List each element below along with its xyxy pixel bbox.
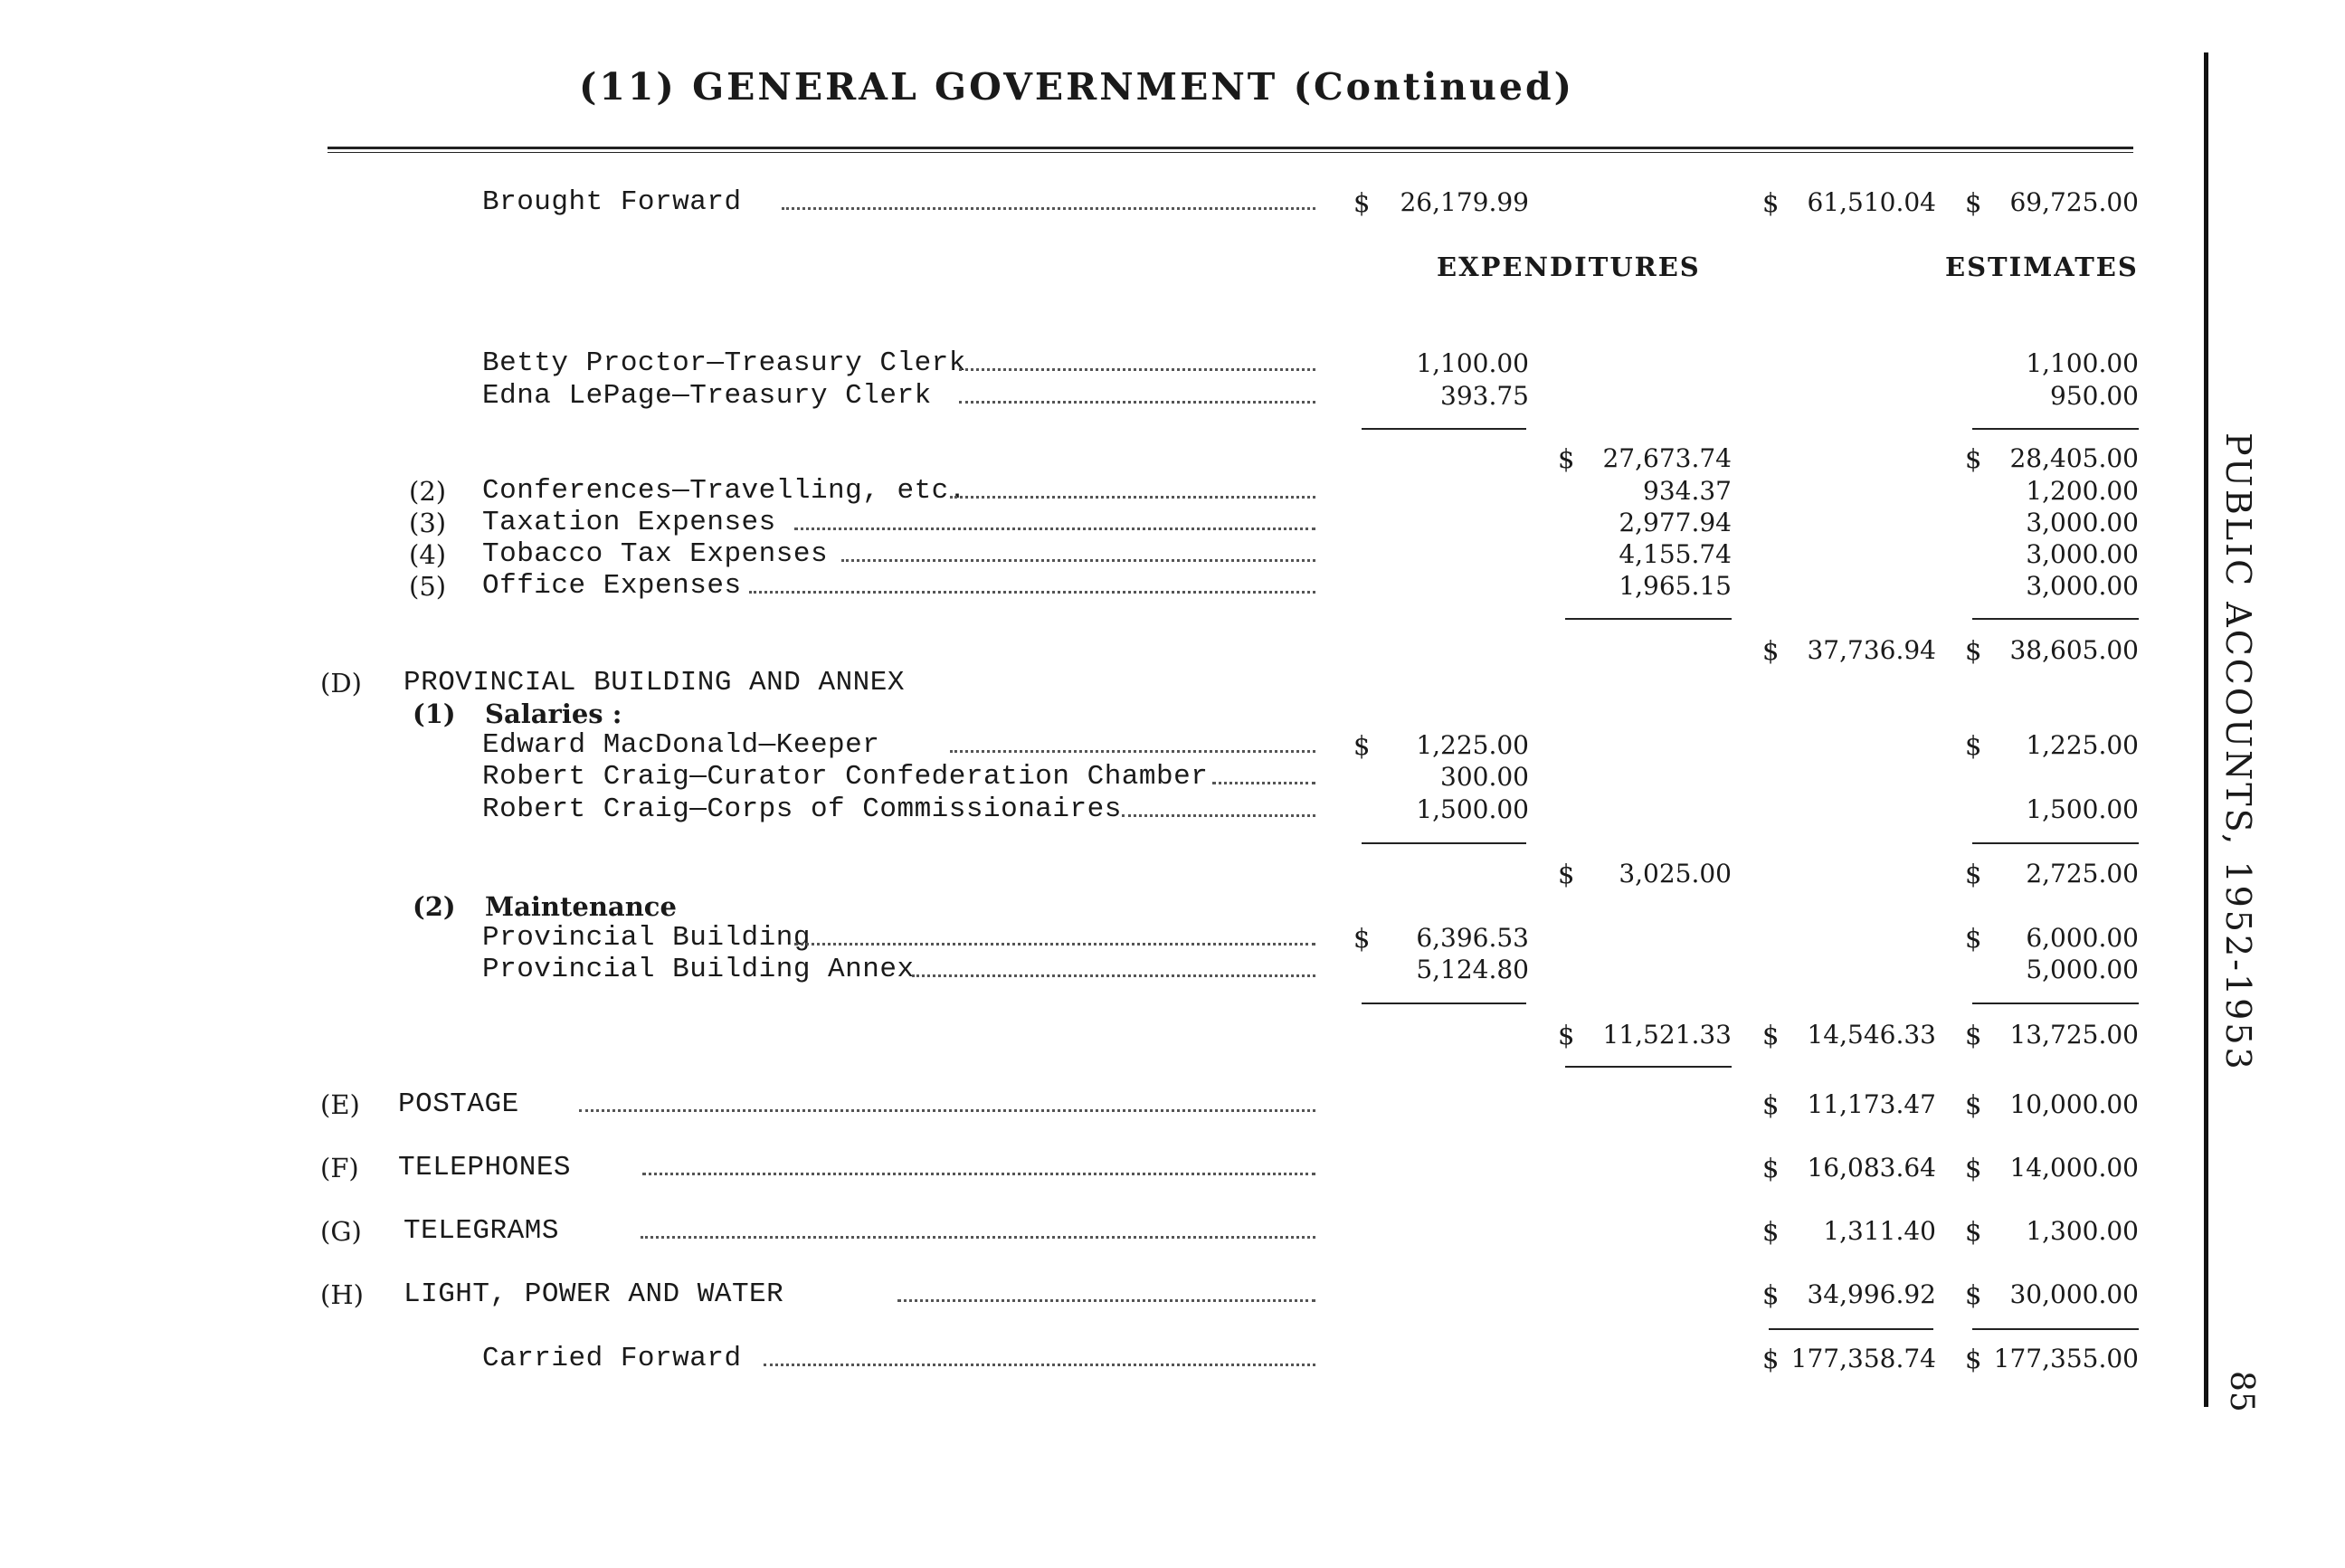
dollar-sign: $	[1965, 1279, 1982, 1310]
expense-row	[0, 474, 2189, 510]
section-letter: (D)	[320, 668, 362, 698]
row-label: Robert Craig—Curator Confederation Chamber	[482, 761, 1209, 793]
section-letter: (G)	[320, 1216, 362, 1247]
dollar-sign: $	[1965, 1153, 1982, 1183]
row-label: Provincial Building Annex	[482, 954, 915, 985]
dollar-sign: $	[1558, 859, 1575, 889]
dollar-sign: $	[1762, 1089, 1780, 1120]
dollar-sign: $	[1965, 1020, 1982, 1050]
row-label: TELEPHONES	[398, 1152, 572, 1183]
total-rule	[1972, 1328, 2139, 1330]
leader-dots	[1212, 782, 1315, 784]
item-number: (1)	[413, 698, 456, 729]
amount-col4: 1,200.00	[2026, 476, 2139, 506]
amount-col4: 14,000.00	[2009, 1153, 2139, 1183]
dollar-sign: $	[1965, 443, 1982, 474]
subtotal-rule	[1565, 1066, 1732, 1068]
leader-dots	[794, 527, 1315, 530]
item-number: (4)	[409, 539, 447, 570]
amount-col3: 1,311.40	[1823, 1216, 1936, 1246]
row-label: Carried Forward	[482, 1343, 742, 1374]
leader-dots	[764, 1364, 1315, 1366]
dollar-sign: $	[1965, 1344, 1982, 1374]
dollar-sign: $	[1762, 1344, 1780, 1374]
row-label: Robert Craig—Corps of Commissionaires	[482, 794, 1122, 825]
dollar-sign: $	[1558, 443, 1575, 474]
section-row	[0, 1278, 2189, 1314]
row-label: Betty Proctor—Treasury Clerk	[482, 347, 966, 379]
subtotal-rule	[1362, 1003, 1526, 1004]
row-label: LIGHT, POWER AND WATER	[403, 1278, 784, 1310]
amount-col2: 1,965.15	[1619, 571, 1732, 601]
row-label: Office Expenses	[482, 570, 742, 602]
subtotal-rule	[1972, 428, 2139, 430]
dollar-sign: $	[1965, 635, 1982, 666]
leader-dots	[642, 1173, 1315, 1175]
dollar-sign: $	[1762, 1279, 1780, 1310]
leader-dots	[749, 591, 1315, 594]
dollar-sign: $	[1762, 1216, 1780, 1247]
section-row	[0, 1151, 2189, 1187]
line-item-row	[0, 347, 2189, 383]
leader-dots	[950, 750, 1315, 753]
title-rule-thin	[328, 152, 2133, 153]
dollar-sign: $	[1965, 1089, 1982, 1120]
subsection-title: Maintenance	[485, 891, 677, 922]
amount-col3: 37,736.94	[1807, 635, 1936, 665]
subtotal-rule	[1362, 842, 1526, 844]
subsection-title: Salaries :	[485, 698, 622, 729]
amount-col2: 934.37	[1643, 476, 1732, 506]
item-number: (2)	[413, 891, 456, 922]
carried-forward-row	[0, 1342, 2189, 1378]
amount-col4: 1,225.00	[2026, 730, 2139, 760]
amount-col3: 61,510.04	[1807, 187, 1936, 217]
dollar-sign: $	[1353, 730, 1371, 761]
row-label: Taxation Expenses	[482, 507, 776, 538]
amount-col4: 69,725.00	[2009, 187, 2139, 217]
amount-col4: 38,605.00	[2009, 635, 2139, 665]
section-letter: (F)	[320, 1153, 359, 1183]
dollar-sign: $	[1965, 859, 1982, 889]
amount-col1: 1,500.00	[1416, 794, 1529, 824]
leader-dots	[841, 559, 1315, 562]
leader-dots	[959, 368, 1315, 371]
title-rule	[328, 147, 2133, 149]
amount-col3: 177,358.74	[1790, 1344, 1936, 1373]
row-label: POSTAGE	[398, 1088, 519, 1120]
section-total-row	[0, 633, 2189, 670]
section-total-row	[0, 1018, 2189, 1054]
estimates-header: ESTIMATES	[1945, 252, 2139, 282]
item-number: (3)	[409, 508, 447, 538]
dollar-sign: $	[1762, 635, 1780, 666]
amount-col1: 6,396.53	[1416, 923, 1529, 953]
amount-col4: 10,000.00	[2009, 1089, 2139, 1119]
amount-col3: 11,173.47	[1807, 1089, 1936, 1119]
amount-col4: 950.00	[2050, 381, 2139, 411]
amount-col4: 3,000.00	[2026, 571, 2139, 601]
total-rule	[1769, 1328, 1933, 1330]
leader-dots	[959, 401, 1315, 404]
row-label: TELEGRAMS	[403, 1215, 559, 1247]
amount-col4: 1,500.00	[2026, 794, 2139, 824]
dollar-sign: $	[1965, 187, 1982, 218]
amount-col4: 2,725.00	[2026, 859, 2139, 889]
subtotal-row	[0, 442, 2189, 478]
page-title: (11) GENERAL GOVERNMENT (Continued)	[578, 65, 1575, 109]
amount-col1: 26,179.99	[1400, 187, 1529, 217]
row-label: Conferences—Travelling, etc.	[482, 475, 966, 507]
expense-row	[0, 569, 2189, 605]
subtotal-rule	[1972, 618, 2139, 620]
section-row	[0, 1214, 2189, 1250]
leader-dots	[641, 1236, 1315, 1239]
subtotal-rule	[1972, 1003, 2139, 1004]
amount-col4: 13,725.00	[2009, 1020, 2139, 1050]
subtotal-rule	[1362, 428, 1526, 430]
expenditures-header: EXPENDITURES	[1437, 252, 1701, 282]
dollar-sign: $	[1762, 1153, 1780, 1183]
amount-col3: 14,546.33	[1807, 1020, 1936, 1050]
dollar-sign: $	[1353, 187, 1371, 218]
row-label: Tobacco Tax Expenses	[482, 538, 829, 570]
line-item-row	[0, 793, 2189, 829]
amount-col3: 34,996.92	[1807, 1279, 1936, 1309]
subsection-heading-row	[0, 889, 2189, 926]
margin-rule	[2204, 52, 2208, 1407]
subtotal-row	[0, 857, 2189, 893]
amount-col2: 11,521.33	[1602, 1020, 1732, 1050]
section-title: PROVINCIAL BUILDING AND ANNEX	[403, 667, 905, 698]
leader-dots	[579, 1109, 1315, 1112]
item-number: (5)	[409, 571, 447, 602]
amount-col2: 2,977.94	[1619, 508, 1732, 537]
section-row	[0, 1088, 2189, 1124]
leader-dots	[897, 1299, 1315, 1302]
line-item-row	[0, 760, 2189, 796]
line-item-row	[0, 379, 2189, 415]
subtotal-rule	[1972, 842, 2139, 844]
line-item-row	[0, 953, 2189, 989]
dollar-sign: $	[1965, 923, 1982, 954]
amount-col2: 4,155.74	[1619, 539, 1732, 569]
running-head: PUBLIC ACCOUNTS, 1952-1953	[2218, 432, 2258, 1072]
amount-col4: 1,100.00	[2026, 348, 2139, 378]
line-item-row	[0, 921, 2189, 957]
leader-dots	[1122, 814, 1315, 817]
amount-col4: 28,405.00	[2009, 443, 2139, 473]
amount-col4: 5,000.00	[2026, 955, 2139, 984]
dollar-sign: $	[1965, 730, 1982, 761]
leader-dots	[794, 943, 1315, 946]
leader-dots	[782, 207, 1315, 210]
subsection-heading-row	[0, 697, 2189, 733]
expense-row	[0, 537, 2189, 574]
amount-col4: 6,000.00	[2026, 923, 2139, 953]
amount-col1: 393.75	[1440, 381, 1529, 411]
section-letter: (E)	[320, 1089, 360, 1120]
line-item-row	[0, 728, 2189, 765]
amount-col1: 1,100.00	[1416, 348, 1529, 378]
amount-col3: 16,083.64	[1807, 1153, 1936, 1183]
row-label: Edward MacDonald—Keeper	[482, 729, 880, 761]
row-label: Brought Forward	[482, 186, 742, 218]
amount-col2: 27,673.74	[1602, 443, 1732, 473]
item-number: (2)	[409, 476, 447, 507]
dollar-sign: $	[1965, 1216, 1982, 1247]
page-number: 85	[2223, 1371, 2260, 1412]
amount-col4: 3,000.00	[2026, 539, 2139, 569]
dollar-sign: $	[1762, 1020, 1780, 1050]
row-label: Provincial Building	[482, 922, 811, 954]
dollar-sign: $	[1762, 187, 1780, 218]
amount-col1: 300.00	[1440, 762, 1529, 792]
amount-col1: 1,225.00	[1416, 730, 1529, 760]
amount-col4: 177,355.00	[1993, 1344, 2139, 1373]
amount-col1: 5,124.80	[1416, 955, 1529, 984]
amount-col2: 3,025.00	[1619, 859, 1732, 889]
dollar-sign: $	[1353, 923, 1371, 954]
amount-col4: 1,300.00	[2026, 1216, 2139, 1246]
leader-dots	[912, 974, 1315, 977]
brought-forward-row	[0, 185, 2189, 222]
expense-row	[0, 506, 2189, 542]
row-label: Edna LePage—Treasury Clerk	[482, 380, 932, 412]
amount-col4: 3,000.00	[2026, 508, 2139, 537]
amount-col4: 30,000.00	[2009, 1279, 2139, 1309]
subtotal-rule	[1565, 618, 1732, 620]
dollar-sign: $	[1558, 1020, 1575, 1050]
leader-dots	[950, 496, 1315, 499]
section-letter: (H)	[320, 1279, 364, 1310]
